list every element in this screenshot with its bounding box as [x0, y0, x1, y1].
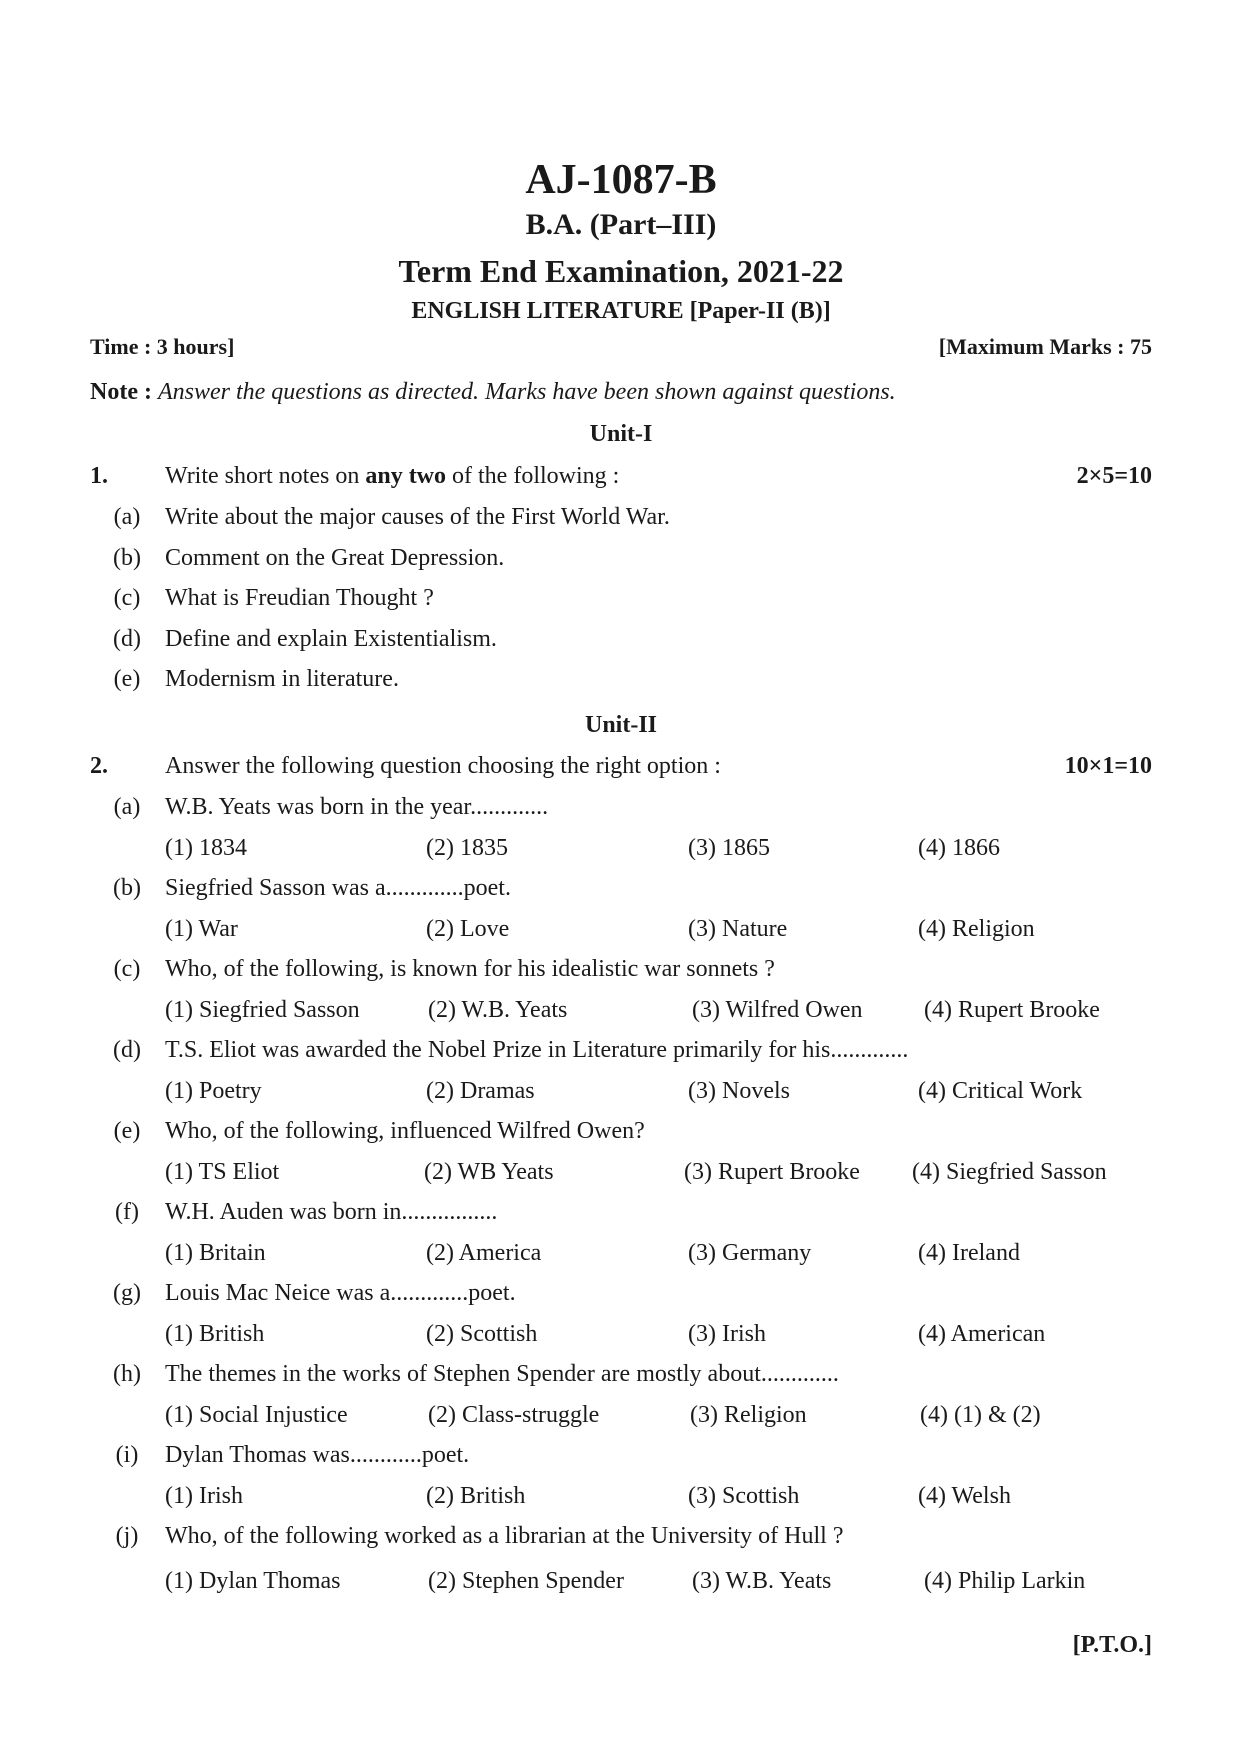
mcq-option: (1) TS Eliot [165, 1159, 280, 1185]
mcq-option: (4) Welsh [918, 1483, 1011, 1509]
mcq-text: Who, of the following, is known for his idealistic war sonnets ? [165, 956, 775, 982]
mcq-option: (2) America [426, 1240, 542, 1266]
exam-title: Term End Examination, 2021-22 [398, 253, 844, 289]
mcq-label: (a) [113, 794, 141, 820]
mcq-label: (h) [113, 1361, 141, 1387]
question-marks: 10×1=10 [1064, 753, 1152, 779]
paper-code: AJ-1087-B [525, 157, 717, 203]
mcq-option: (1) War [165, 916, 238, 942]
question-text-part: of the following : [446, 463, 620, 489]
mcq-option: (2) WB Yeats [424, 1159, 554, 1185]
mcq-option: (1) Poetry [165, 1078, 262, 1104]
subquestion-label: (c) [113, 585, 141, 611]
question-text: Answer the following question choosing the right option : [165, 753, 721, 779]
mcq-option: (4) Religion [918, 916, 1035, 942]
mcq-option: (3) Nature [688, 916, 788, 942]
subquestion-label: (e) [113, 666, 141, 692]
mcq-option: (3) Rupert Brooke [684, 1159, 860, 1185]
mcq-option: (1) 1834 [165, 835, 247, 861]
maximum-marks: [Maximum Marks : 75 [938, 334, 1152, 359]
mcq-label: (c) [113, 956, 141, 982]
paper-title: ENGLISH LITERATURE [Paper-II (B)] [411, 298, 831, 324]
mcq-text: T.S. Eliot was awarded the Nobel Prize in Literature primarily for his............. [165, 1037, 909, 1063]
note-text: Answer the questions as directed. Marks have been shown against questions. [157, 379, 896, 405]
unit-1-heading: Unit-I [589, 421, 653, 447]
mcq-option: (2) 1835 [426, 835, 508, 861]
mcq-option: (3) Irish [688, 1321, 766, 1347]
subquestion-text: Write about the major causes of the First World War. [165, 504, 670, 530]
mcq-option: (1) Siegfried Sasson [165, 997, 360, 1023]
mcq-label: (d) [113, 1037, 141, 1063]
mcq-option: (3) Religion [690, 1402, 807, 1428]
mcq-text: Dylan Thomas was............poet. [165, 1442, 470, 1468]
question-number: 1. [90, 463, 108, 489]
mcq-option: (4) Siegfried Sasson [912, 1159, 1107, 1185]
instructions-note [90, 375, 896, 409]
question-marks: 2×5=10 [1076, 463, 1152, 489]
mcq-option: (3) Scottish [688, 1483, 800, 1509]
subquestion-text: Modernism in literature. [165, 666, 399, 692]
mcq-text: Siegfried Sasson was a.............poet. [165, 875, 511, 901]
time-allowed: Time : 3 hours] [90, 334, 235, 359]
mcq-option: (1) Social Injustice [165, 1402, 348, 1428]
subquestion-text: Define and explain Existentialism. [165, 626, 497, 652]
mcq-option: (3) Germany [688, 1240, 812, 1266]
mcq-option: (2) Dramas [426, 1078, 535, 1104]
mcq-option: (4) Philip Larkin [924, 1568, 1086, 1594]
mcq-option: (1) British [165, 1321, 265, 1347]
mcq-option: (2) Love [426, 916, 510, 942]
mcq-option: (3) Novels [688, 1078, 790, 1104]
mcq-option: (2) Class-struggle [428, 1402, 600, 1428]
unit-2-heading: Unit-II [584, 712, 657, 738]
mcq-option: (1) Irish [165, 1483, 243, 1509]
please-turn-over: [P.T.O.] [1072, 1632, 1152, 1658]
mcq-option: (2) W.B. Yeats [428, 997, 568, 1023]
mcq-label: (i) [115, 1442, 139, 1468]
subquestion-label: (d) [113, 626, 141, 652]
mcq-option: (4) American [918, 1321, 1046, 1347]
subquestion-label: (a) [113, 504, 141, 530]
mcq-option: (4) Ireland [918, 1240, 1020, 1266]
mcq-option: (2) British [426, 1483, 526, 1509]
mcq-text: Who, of the following worked as a librarian at the University of Hull ? [165, 1523, 844, 1549]
question-text [165, 459, 619, 493]
course-title: B.A. (Part–III) [525, 208, 717, 241]
subquestion-text: What is Freudian Thought ? [165, 585, 434, 611]
mcq-option: (2) Scottish [426, 1321, 538, 1347]
subquestion-text: Comment on the Great Depression. [165, 545, 505, 571]
mcq-option: (3) 1865 [688, 835, 770, 861]
mcq-option: (4) Rupert Brooke [924, 997, 1100, 1023]
mcq-label: (f) [115, 1199, 139, 1225]
question-number: 2. [90, 753, 108, 779]
mcq-option: (3) Wilfred Owen [692, 997, 863, 1023]
mcq-option: (4) 1866 [918, 835, 1000, 861]
mcq-option: (4) Critical Work [918, 1078, 1083, 1104]
mcq-text: The themes in the works of Stephen Spender are mostly about............. [165, 1361, 839, 1387]
question-text-part: Write short notes on [165, 463, 366, 489]
mcq-option: (1) Dylan Thomas [165, 1568, 341, 1594]
mcq-label: (b) [113, 875, 141, 901]
mcq-text: W.H. Auden was born in................ [165, 1199, 498, 1225]
mcq-label: (j) [115, 1523, 139, 1549]
mcq-text: Who, of the following, influenced Wilfred Owen? [165, 1118, 645, 1144]
note-label: Note : [90, 379, 152, 405]
mcq-option: (3) W.B. Yeats [692, 1568, 832, 1594]
question-text-emphasis: any two [365, 463, 447, 489]
mcq-text: Louis Mac Neice was a.............poet. [165, 1280, 516, 1306]
mcq-label: (e) [113, 1118, 141, 1144]
mcq-option: (2) Stephen Spender [428, 1568, 624, 1594]
mcq-option: (4) (1) & (2) [920, 1402, 1041, 1428]
subquestion-label: (b) [113, 545, 141, 571]
mcq-label: (g) [113, 1280, 141, 1306]
mcq-text: W.B. Yeats was born in the year............. [165, 794, 549, 820]
mcq-option: (1) Britain [165, 1240, 266, 1266]
